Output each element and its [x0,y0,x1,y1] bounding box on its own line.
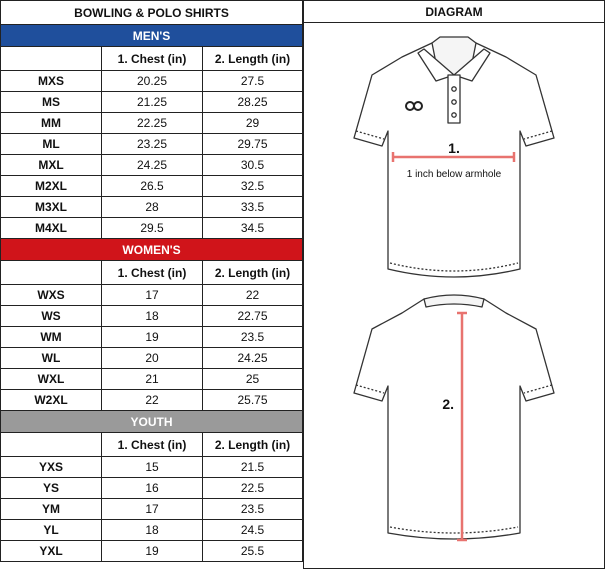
chest-value: 19 [102,327,203,348]
length-value: 24.25 [203,348,303,369]
diagram-box [303,23,605,569]
women-section-header: WOMEN'S [1,239,303,261]
table-row [1,306,303,327]
women-section-band [1,239,303,261]
size-label: YXL [1,541,102,562]
table-row [1,218,303,239]
youth-section-header: YOUTH [1,411,303,433]
length-col-header: 2. Length (in) [203,261,303,285]
chest-value: 16 [102,478,203,499]
chest-col-header: 1. Chest (in) [102,47,203,71]
chest-col-header: 1. Chest (in) [102,261,203,285]
size-label: WXL [1,369,102,390]
chest-value: 22 [102,390,203,411]
table-row [1,176,303,197]
size-label: MXS [1,71,102,92]
length-value: 33.5 [203,197,303,218]
size-label: YM [1,499,102,520]
table-row [1,285,303,306]
length-value: 29 [203,113,303,134]
size-col-header [1,261,102,285]
size-label: WS [1,306,102,327]
length-value: 25 [203,369,303,390]
size-label: MS [1,92,102,113]
diagram-title: DIAGRAM [303,0,605,23]
table-row [1,369,303,390]
chest-value: 21.25 [102,92,203,113]
youth-column-headers [1,433,303,457]
size-label: M4XL [1,218,102,239]
men-section-header: MEN'S [1,25,303,47]
length-value: 21.5 [203,457,303,478]
table-row [1,541,303,562]
chest-value: 28 [102,197,203,218]
youth-section-band [1,411,303,433]
size-label: MXL [1,155,102,176]
length-value: 24.5 [203,520,303,541]
men-section-band [1,25,303,47]
chest-value: 29.5 [102,218,203,239]
size-label: M2XL [1,176,102,197]
length-value: 28.25 [203,92,303,113]
length-value: 34.5 [203,218,303,239]
table-title: BOWLING & POLO SHIRTS [1,1,303,25]
women-column-headers [1,261,303,285]
chest-value: 15 [102,457,203,478]
chest-value: 22.25 [102,113,203,134]
table-row [1,155,303,176]
table-row [1,197,303,218]
diagram-panel [303,0,607,570]
size-label: WM [1,327,102,348]
chest-marker: 1. [448,140,460,156]
length-value: 30.5 [203,155,303,176]
table-row [1,499,303,520]
size-label: MM [1,113,102,134]
length-value: 23.5 [203,499,303,520]
length-value: 22.75 [203,306,303,327]
table-row [1,92,303,113]
chest-value: 26.5 [102,176,203,197]
size-label: YS [1,478,102,499]
size-col-header [1,47,102,71]
chest-value: 21 [102,369,203,390]
chest-value: 20 [102,348,203,369]
size-label: YXS [1,457,102,478]
table-row [1,478,303,499]
chest-value: 17 [102,499,203,520]
length-value: 27.5 [203,71,303,92]
shirt-back-icon [354,295,554,539]
size-label: ML [1,134,102,155]
chest-value: 20.25 [102,71,203,92]
chest-value: 24.25 [102,155,203,176]
length-value: 23.5 [203,327,303,348]
length-col-header: 2. Length (in) [203,47,303,71]
length-value: 22 [203,285,303,306]
size-label: WL [1,348,102,369]
chest-value: 19 [102,541,203,562]
table-row [1,71,303,92]
chest-col-header: 1. Chest (in) [102,433,203,457]
size-table [0,0,303,562]
size-label: YL [1,520,102,541]
length-value: 25.75 [203,390,303,411]
shirt-diagram [304,23,606,569]
chest-value: 18 [102,520,203,541]
table-row [1,113,303,134]
chest-note: 1 inch below armhole [406,169,502,180]
chest-value: 18 [102,306,203,327]
length-col-header: 2. Length (in) [203,433,303,457]
size-col-header [1,433,102,457]
table-row [1,327,303,348]
length-value: 25.5 [203,541,303,562]
size-label: W2XL [1,390,102,411]
chest-value: 17 [102,285,203,306]
size-label: M3XL [1,197,102,218]
size-label: WXS [1,285,102,306]
chest-value: 23.25 [102,134,203,155]
table-row [1,134,303,155]
table-row [1,520,303,541]
length-value: 32.5 [203,176,303,197]
table-row [1,390,303,411]
table-row [1,348,303,369]
length-marker: 2. [442,396,454,412]
men-column-headers [1,47,303,71]
size-table-panel [0,0,303,562]
length-value: 22.5 [203,478,303,499]
table-row [1,457,303,478]
length-value: 29.75 [203,134,303,155]
